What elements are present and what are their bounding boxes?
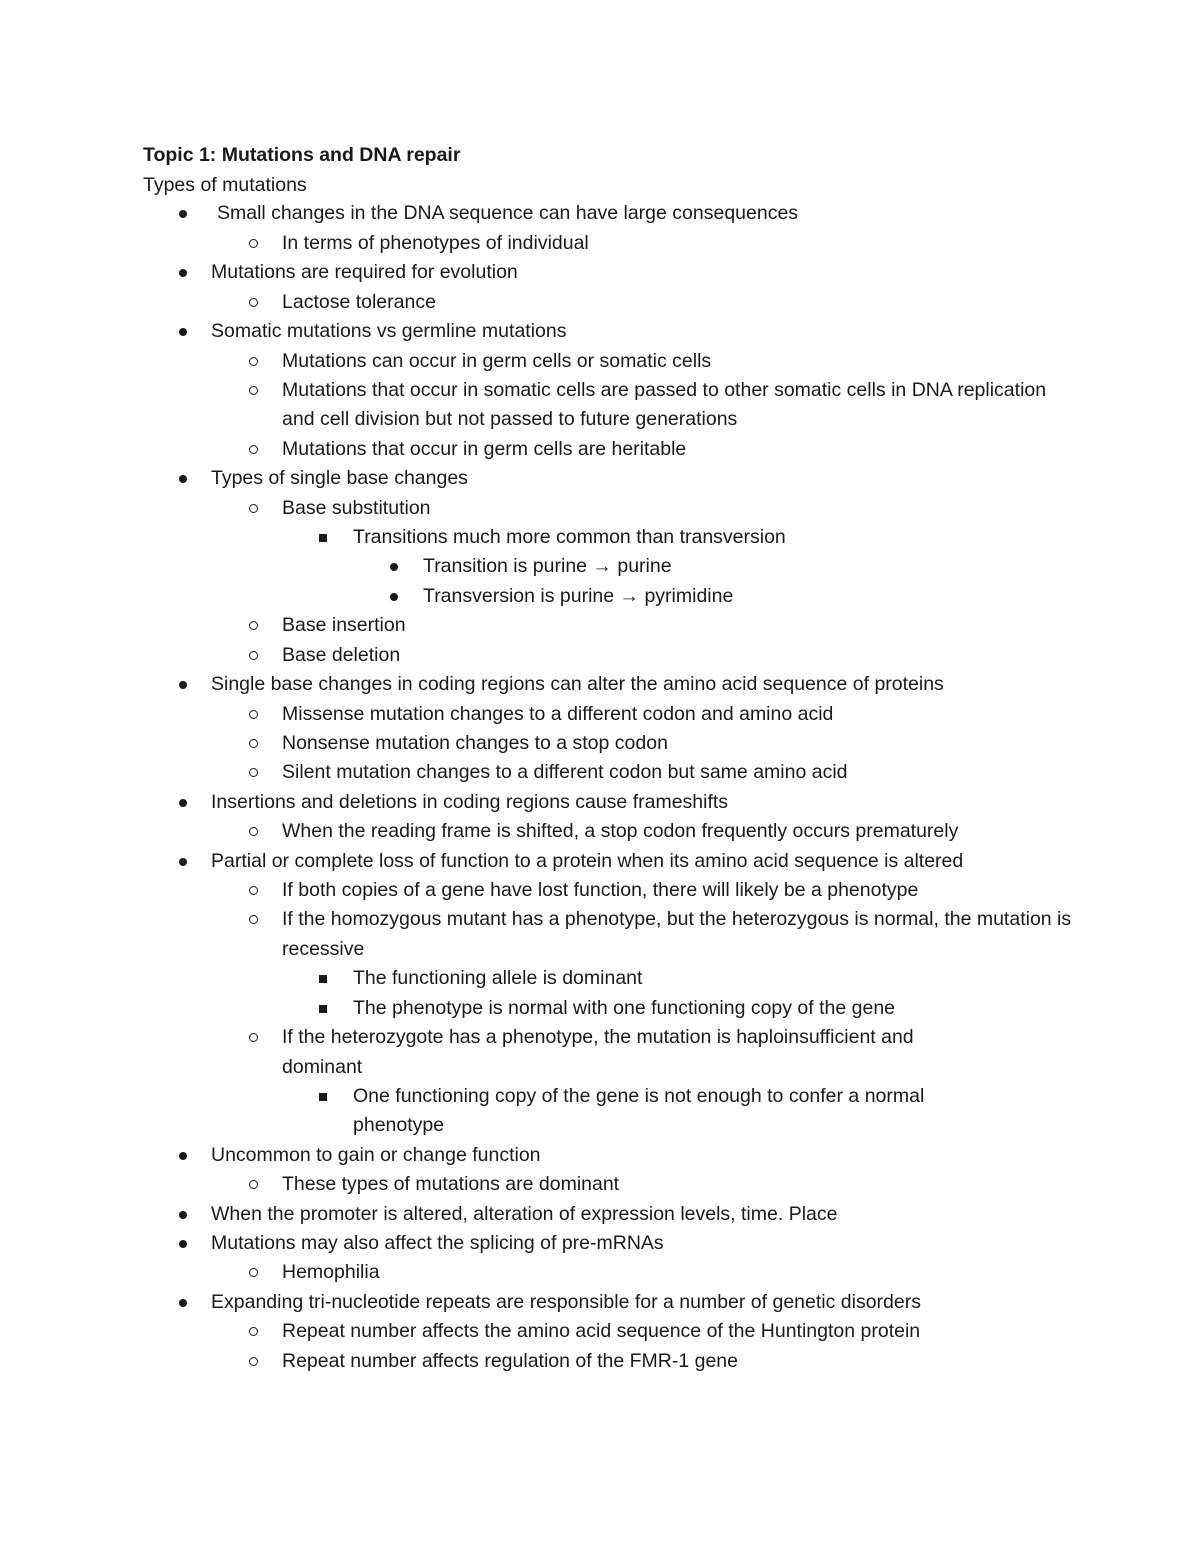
bullet-text: Base deletion: [282, 643, 401, 666]
bullet-disc-marker: [179, 1211, 187, 1219]
bullet-square-marker: [319, 975, 327, 983]
bullet-item: [211, 1229, 1081, 1259]
bullet-text: The phenotype is normal with one functioning copy of the gene: [353, 996, 896, 1019]
bullet-item: [211, 847, 1081, 877]
bullet-circle-marker: [249, 827, 258, 836]
bullet-text: Hemophilia: [282, 1261, 380, 1283]
bullet-text: Expanding tri-nucleotide repeats are responsible for a number of genetic disorders: [211, 1290, 921, 1313]
bullet-text: Base insertion: [282, 614, 406, 636]
bullet-item: [211, 258, 1081, 288]
bullet-text: Mutations can occur in germ cells or somatic cells: [282, 349, 712, 372]
bullet-circle-marker: [249, 739, 258, 748]
bullet-text: Transition is purine → purine: [423, 555, 672, 577]
bullet-text: Transversion is purine → pyrimidine: [423, 584, 734, 607]
bullet-item: [282, 700, 1072, 730]
bullet-item: [211, 464, 1081, 494]
bullet-item: [282, 1170, 1072, 1200]
bullet-text: Single base changes in coding regions can alter the amino acid sequence of proteins: [211, 673, 944, 695]
bullet-item: [282, 1317, 1072, 1347]
bullet-text: Mutations that occur in germ cells are heritable: [282, 437, 687, 460]
bullet-text: Small changes in the DNA sequence can have large consequences: [217, 202, 799, 224]
bullet-item: [353, 964, 1033, 994]
bullet-disc-marker: [179, 475, 187, 483]
bullet-disc-marker: [179, 1299, 187, 1307]
bullet-item: [282, 876, 1072, 906]
bullet-text: Repeat number affects regulation of the FMR-1 gene: [282, 1349, 738, 1372]
bullet-item: [211, 670, 1081, 700]
bullet-text: If both copies of a gene have lost function, there will likely be a phenotype: [282, 879, 919, 901]
bullet-item: [211, 1200, 1081, 1230]
bullet-disc-marker: [179, 210, 187, 218]
bullet-circle-marker: [249, 1357, 258, 1366]
bullet-square-marker: [319, 1005, 327, 1013]
bullet-item: [282, 1347, 1072, 1377]
bullet-circle-marker: [249, 651, 258, 660]
bullet-text: Transitions much more common than transversion: [353, 526, 786, 548]
bullet-text: If the homozygous mutant has a phenotype, but the heterozygous is normal, the mutation is recessive: [282, 908, 1072, 960]
bullet-text: These types of mutations are dominant: [282, 1173, 620, 1195]
bullet-item: [282, 376, 1072, 435]
bullet-circle-marker: [249, 1033, 258, 1042]
bullet-circle-marker: [249, 239, 258, 248]
bullet-item: [282, 729, 1072, 759]
bullet-text: Mutations may also affect the splicing of pre-mRNAs: [211, 1232, 664, 1254]
bullet-square-marker: [319, 534, 327, 542]
bullet-circle-marker: [249, 386, 258, 395]
bullet-item: [211, 788, 1081, 818]
bullet-item: [282, 905, 1072, 964]
bullet-circle-marker: [249, 915, 258, 924]
bullet-item: [217, 199, 1087, 229]
bullet-disc-marker: [179, 1240, 187, 1248]
bullet-item: [211, 1141, 1081, 1171]
bullet-circle-marker: [249, 1327, 258, 1336]
bullet-text: Base substitution: [282, 496, 431, 519]
bullet-disc-marker: [390, 563, 398, 571]
bullet-disc-marker: [179, 1152, 187, 1160]
bullet-text: Missense mutation changes to a different codon and amino acid: [282, 702, 834, 725]
bullet-item: [211, 317, 1081, 347]
bullet-circle-marker: [249, 298, 258, 307]
bullet-item: [282, 288, 1072, 318]
bullet-item: [282, 611, 1072, 641]
bullet-square-marker: [319, 1093, 327, 1101]
bullet-item: [353, 994, 1033, 1024]
bullet-text: Silent mutation changes to a different codon but same amino acid: [282, 761, 848, 783]
bullet-text: Partial or complete loss of function to a protein when its amino acid sequence is altered: [211, 849, 964, 872]
bullet-text: Types of single base changes: [211, 467, 468, 489]
bullet-disc-marker: [179, 858, 187, 866]
bullet-disc-marker: [179, 799, 187, 807]
bullet-item: [282, 347, 1072, 377]
bullet-disc-marker: [179, 681, 187, 689]
bullet-item: [282, 1023, 1072, 1082]
bullet-text: The functioning allele is dominant: [353, 967, 643, 989]
bullet-disc-marker: [390, 593, 398, 601]
bullet-circle-marker: [249, 886, 258, 895]
bullet-item: [282, 758, 1072, 788]
bullet-circle-marker: [249, 710, 258, 719]
bullet-text: When the promoter is altered, alteration of expression levels, time. Place: [211, 1202, 838, 1225]
bullet-text: One functioning copy of the gene is not enough to confer a normal phenotype: [353, 1084, 925, 1136]
bullet-item: [423, 582, 1063, 612]
bullet-item: [282, 1258, 1072, 1288]
section-heading: Types of mutations: [143, 173, 307, 196]
bullet-item: [282, 817, 1072, 847]
bullet-item: [353, 523, 1033, 553]
bullet-item: [211, 1288, 1081, 1318]
bullet-text: Lactose tolerance: [282, 290, 436, 313]
bullet-text: Insertions and deletions in coding regions cause frameshifts: [211, 790, 729, 813]
bullet-text: Repeat number affects the amino acid sequence of the Huntington protein: [282, 1320, 921, 1342]
bullet-text: Nonsense mutation changes to a stop codon: [282, 731, 668, 754]
bullet-text: When the reading frame is shifted, a stop codon frequently occurs prematurely: [282, 820, 959, 842]
bullet-item: [423, 552, 1063, 582]
bullet-disc-marker: [179, 269, 187, 277]
bullet-circle-marker: [249, 445, 258, 454]
bullet-item: [353, 1082, 1033, 1141]
bullet-circle-marker: [249, 504, 258, 513]
bullet-text: Somatic mutations vs germline mutations: [211, 320, 567, 342]
bullet-circle-marker: [249, 1180, 258, 1189]
bullet-circle-marker: [249, 621, 258, 630]
bullet-circle-marker: [249, 1268, 258, 1277]
bullet-item: [282, 435, 1072, 465]
bullet-text: If the heterozygote has a phenotype, the mutation is haploinsufficient and dominant: [282, 1026, 914, 1078]
bullet-text: Uncommon to gain or change function: [211, 1143, 541, 1166]
bullet-circle-marker: [249, 357, 258, 366]
page-title: Topic 1: Mutations and DNA repair: [143, 144, 461, 166]
bullet-item: [282, 229, 1072, 259]
bullet-item: [282, 641, 1072, 671]
bullet-text: Mutations are required for evolution: [211, 261, 518, 283]
bullet-item: [282, 494, 1072, 524]
bullet-circle-marker: [249, 768, 258, 777]
bullet-text: Mutations that occur in somatic cells are passed to other somatic cells in DNA replication and cell division but not passed to future generations: [282, 378, 1047, 430]
bullet-text: In terms of phenotypes of individual: [282, 231, 589, 254]
bullet-disc-marker: [179, 328, 187, 336]
